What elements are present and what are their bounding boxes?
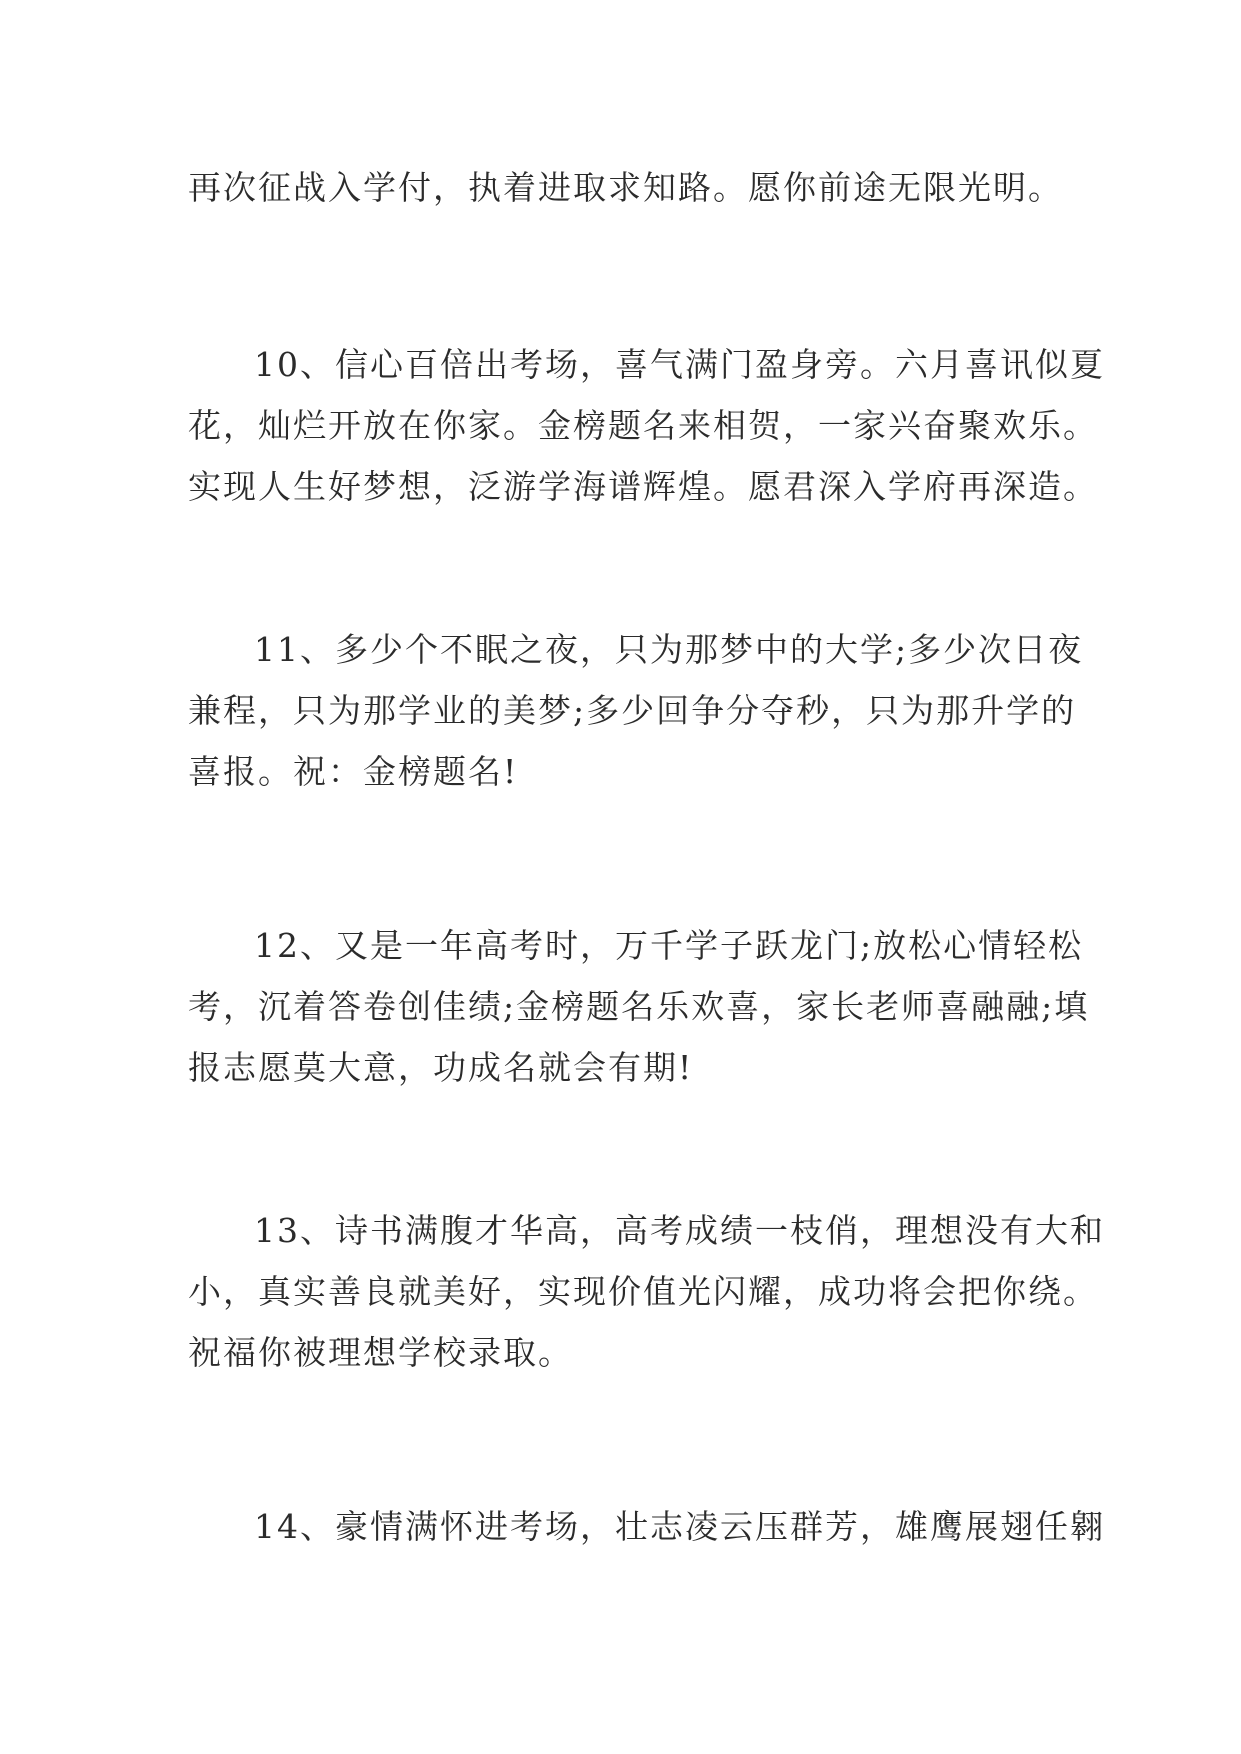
text-line: 喜报。祝：金榜题名!: [188, 752, 519, 791]
text-line: 再次征战入学付，执着进取求知路。愿你前途无限光明。: [188, 168, 1063, 207]
text-line: 实现人生好梦想，泛游学海谱辉煌。愿君深入学府再深造。: [188, 467, 1098, 506]
text-line: 13、诗书满腹才华高，高考成绩一枝俏，理想没有大和: [254, 1211, 1105, 1250]
text-line: 14、豪情满怀进考场，壮志凌云压群芳，雄鹰展翅任翱: [254, 1507, 1105, 1546]
text-line: 祝福你被理想学校录取。: [188, 1333, 573, 1372]
text-line: 12、又是一年高考时，万千学子跃龙门;放松心情轻松: [254, 926, 1084, 965]
text-line: 10、信心百倍出考场，喜气满门盈身旁。六月喜讯似夏: [254, 345, 1105, 384]
text-line: 11、多少个不眠之夜，只为那梦中的大学;多少次日夜: [254, 630, 1084, 669]
text-line: 报志愿莫大意，功成名就会有期!: [188, 1048, 694, 1087]
text-line: 兼程，只为那学业的美梦;多少回争分夺秒，只为那升学的: [188, 691, 1077, 730]
text-line: 小，真实善良就美好，实现价值光闪耀，成功将会把你绕。: [188, 1272, 1098, 1311]
text-line: 花，灿烂开放在你家。金榜题名来相贺，一家兴奋聚欢乐。: [188, 406, 1098, 445]
text-line: 考，沉着答卷创佳绩;金榜题名乐欢喜，家长老师喜融融;填: [188, 987, 1090, 1026]
